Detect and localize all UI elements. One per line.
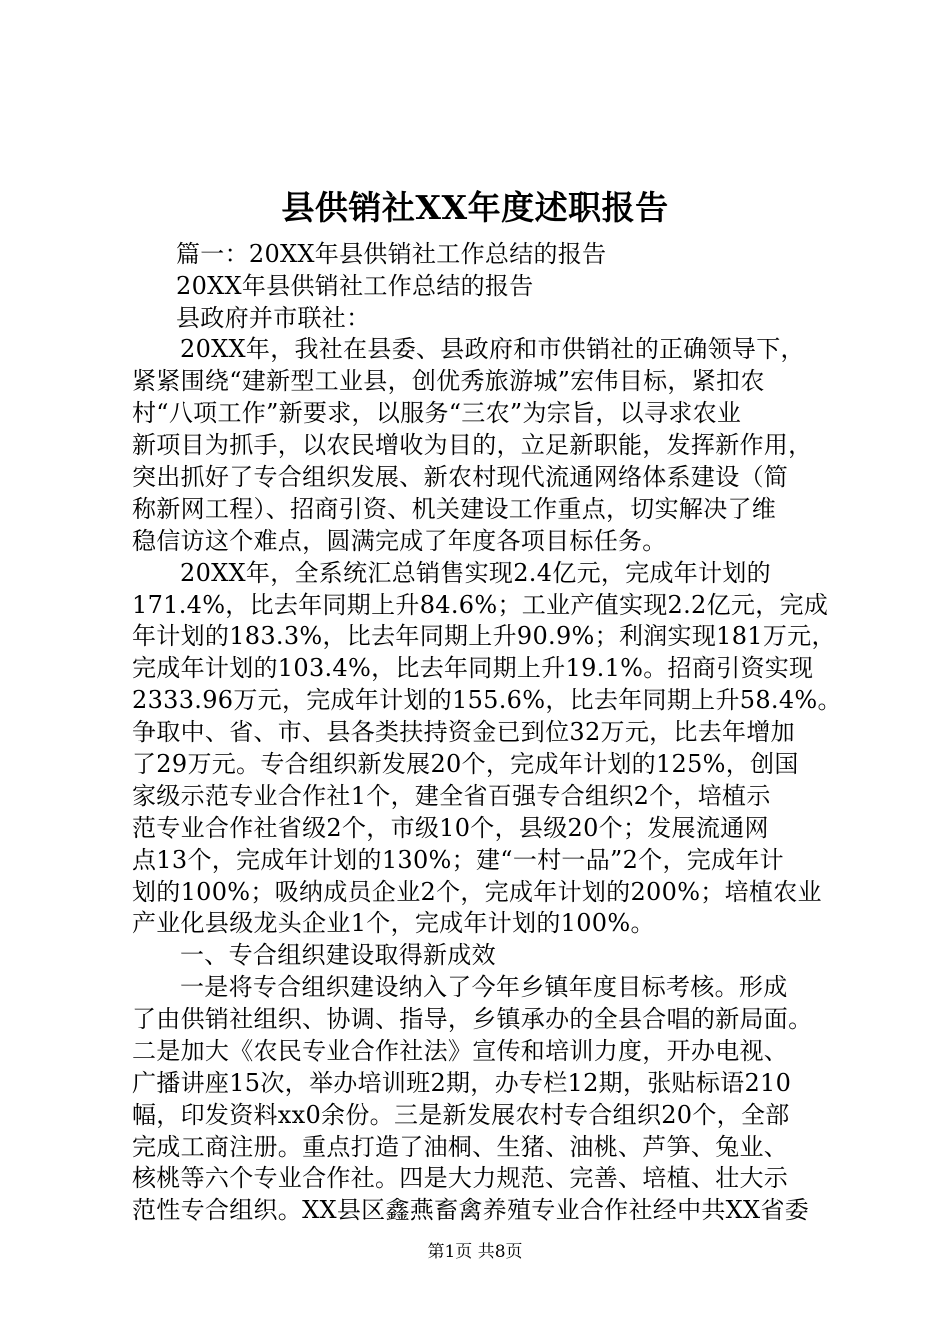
text-line: 幅，印发资料xx0余份。三是新发展农村专合组织20个，全部 — [132, 1101, 790, 1129]
text-line: 171.4%，比去年同期上升84.6%；工业产值实现2.2亿元，完成 — [132, 591, 829, 619]
text-line: 新项目为抓手，以农民增收为目的，立足新职能，发挥新作用， — [132, 431, 813, 459]
text-line: 完成工商注册。重点打造了油桐、生猪、油桃、芦笋、兔业、 — [132, 1133, 789, 1161]
text-line: 称新网工程）、招商引资、机关建设工作重点，切实解决了维 — [132, 495, 777, 523]
text-line: 20XX年县供销社工作总结的报告 — [176, 272, 534, 300]
text-line: 一是将专合组织建设纳入了今年乡镇年度目标考核。形成 — [180, 973, 788, 1001]
text-line: 20XX年，全系统汇总销售实现2.4亿元，完成年计划的 — [180, 559, 771, 587]
text-line: 稳信访这个难点，圆满完成了年度各项目标任务。 — [132, 527, 667, 555]
text-line: 县政府并市联社： — [176, 304, 371, 332]
text-line: 了由供销社组织、协调、指导，乡镇承办的全县合唱的新局面。 — [132, 1005, 813, 1033]
text-line: 划的100%；吸纳成员企业2个，完成年计划的200%；培植农业 — [132, 878, 822, 906]
text-line: 家级示范专业合作社1个，建全省百强专合组织2个，培植示 — [132, 782, 771, 810]
text-line: 突出抓好了专合组织发展、新农村现代流通网络体系建设（简 — [132, 463, 789, 491]
text-line: 完成年计划的103.4%，比去年同期上升19.1%。招商引资实现 — [132, 654, 814, 682]
text-line: 村“八项工作”新要求，以服务“三农”为宗旨，以寻求农业 — [132, 399, 742, 427]
text-line: 范专业合作社省级2个，市级10个，县级20个；发展流通网 — [132, 814, 769, 842]
text-line: 紧紧围绕“建新型工业县，创优秀旅游城”宏伟目标，紧扣农 — [132, 367, 765, 395]
text-line: 争取中、省、市、县各类扶持资金已到位32万元，比去年增加 — [132, 718, 795, 746]
text-line: 核桃等六个专业合作社。四是大力规范、完善、培植、壮大示 — [132, 1164, 789, 1192]
text-line: 篇一：20XX年县供销社工作总结的报告 — [176, 240, 607, 268]
text-line: 20XX年，我社在县委、县政府和市供销社的正确领导下， — [180, 335, 805, 363]
text-line: 范性专合组织。XX县区鑫燕畜禽养殖专业合作社经中共XX省委 — [132, 1196, 810, 1224]
text-line: 二是加大《农民专业合作社法》宣传和培训力度，开办电视、 — [132, 1037, 789, 1065]
section-heading: 一、专合组织建设取得新成效 — [180, 941, 496, 969]
page-number: 第1页 共8页 — [427, 1242, 523, 1262]
text-line: 广播讲座15次，举办培训班2期，办专栏12期，张贴标语210 — [132, 1069, 792, 1097]
text-line: 了29万元。专合组织新发展20个，完成年计划的125%，创国 — [132, 750, 799, 778]
text-line: 点13个，完成年计划的130%；建“一村一品”2个，完成年计 — [132, 846, 784, 874]
text-line: 年计划的183.3%，比去年同期上升90.9%；利润实现181万元， — [132, 622, 836, 650]
text-line: 产业化县级龙头企业1个，完成年计划的100%。 — [132, 909, 655, 937]
text-line: 2333.96万元，完成年计划的155.6%，比去年同期上升58.4%。 — [132, 686, 842, 714]
document-title: 县供销社XX年度述职报告 — [281, 188, 669, 227]
